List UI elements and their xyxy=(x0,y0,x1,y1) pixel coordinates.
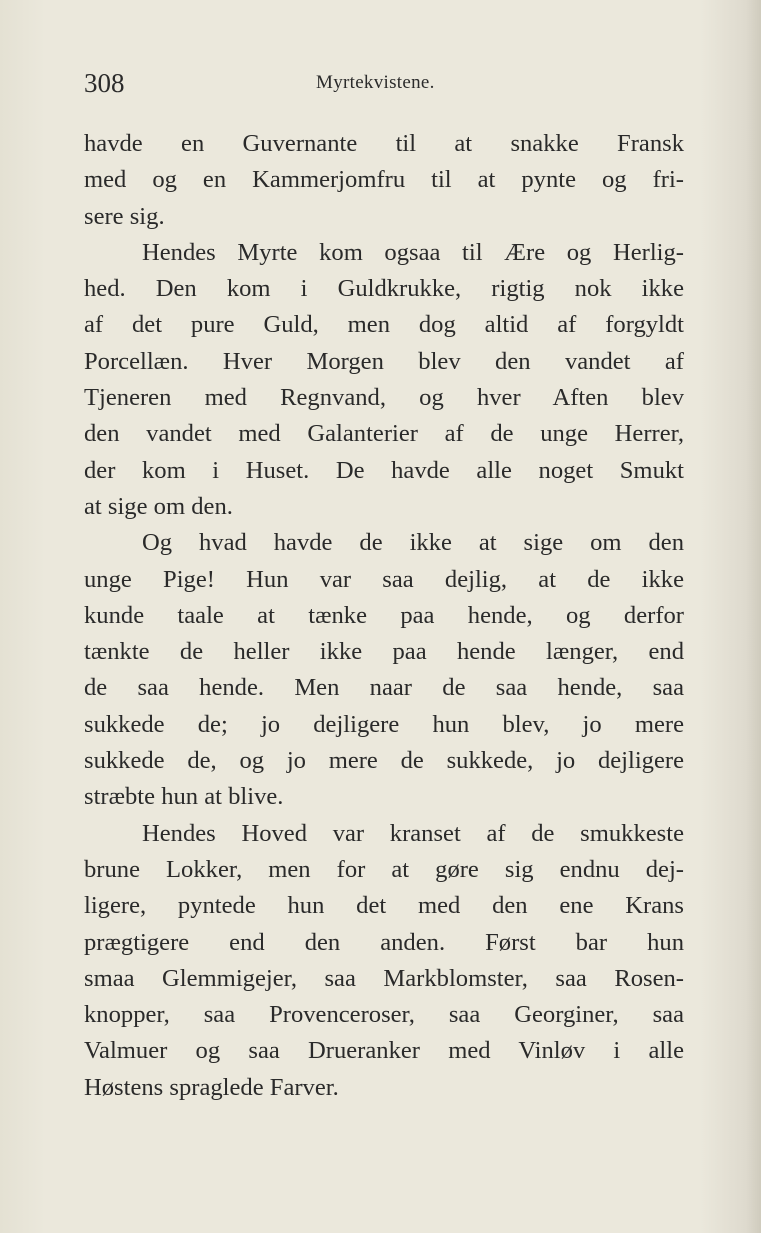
text-line: stræbte hun at blive. xyxy=(84,783,284,811)
text-line: tænkte de heller ikke paa hende længer, end xyxy=(84,638,684,666)
text-line: brune Lokker, men for at gøre sig endnu dej- xyxy=(84,855,684,883)
text-line: smaa Glemmigejer, saa Markblomster, saa Rosen- xyxy=(84,964,684,992)
text-line: kunde taale at tænke paa hende, og derfor xyxy=(84,601,684,629)
page-number: 308 xyxy=(84,68,125,98)
text-line: Tjeneren med Regnvand, og hver Aften blev xyxy=(84,384,684,412)
text-line: sere sig. xyxy=(84,202,165,230)
running-head: Myrtekvistene. xyxy=(316,72,435,93)
text-line: prægtigere end den anden. Først bar hun xyxy=(84,928,684,956)
text-line: knopper, saa Provenceroser, saa Georginer, saa xyxy=(84,1001,684,1029)
text-line: ligere, pyntede hun det med den ene Krans xyxy=(84,892,684,920)
text-line: sukkede de, og jo mere de sukkede, jo dejligere xyxy=(84,747,684,775)
text-line: Valmuer og saa Drueranker med Vinløv i alle xyxy=(84,1037,684,1065)
text-line: havde en Guvernante til at snakke Fransk xyxy=(84,130,684,157)
text-line: Høstens spraglede Farver. xyxy=(84,1073,339,1101)
text-line: at sige om den. xyxy=(84,492,233,520)
text-line: unge Pige! Hun var saa dejlig, at de ikke xyxy=(84,565,684,593)
text-line: Porcellæn. Hver Morgen blev den vandet af xyxy=(84,347,684,375)
text-line: den vandet med Galanterier af de unge Herrer, xyxy=(84,420,684,448)
text-line: der kom i Huset. De havde alle noget Smukt xyxy=(84,456,684,484)
text-line: hed. Den kom i Guldkrukke, rigtig nok ikke xyxy=(84,275,684,303)
text-line: Hendes Hoved var kranset af de smukkeste xyxy=(142,819,684,847)
text-line: med og en Kammerjomfru til at pynte og fri- xyxy=(84,166,684,194)
text-line: de saa hende. Men naar de saa hende, saa xyxy=(84,674,684,702)
text-line: Og hvad havde de ikke at sige om den xyxy=(142,529,684,557)
text-line: Hendes Myrte kom ogsaa til Ære og Herlig- xyxy=(142,238,684,266)
text-line: sukkede de; jo dejligere hun blev, jo mere xyxy=(84,710,684,738)
text-line: af det pure Guld, men dog altid af forgyldt xyxy=(84,311,684,339)
body-text xyxy=(84,126,684,1106)
